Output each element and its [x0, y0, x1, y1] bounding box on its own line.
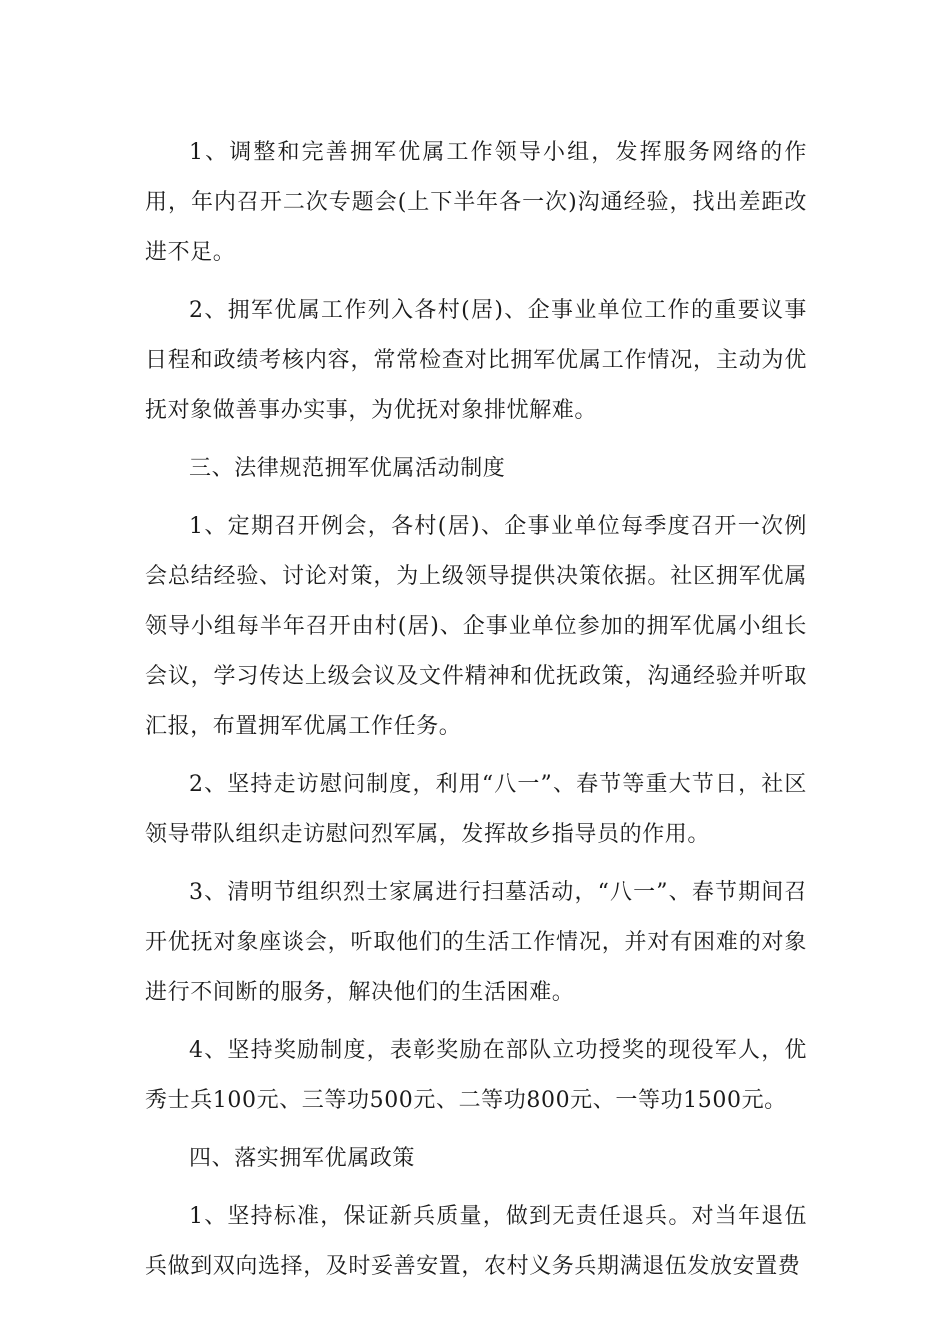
paragraph-3: 1、定期召开例会，各村(居)、企事业单位每季度召开一次例会总结经验、讨论对策，为上级领导提供决策依据。社区拥军优属领导小组每半年召开由村(居)、企事业单位参加的拥军优属小组长会议，学习传达上级会议及文件精神和优抚政策，沟通经验并听取汇报，布置拥军优属工作任务。 [145, 514, 807, 739]
paragraph-4: 2、坚持走访慰问制度，利用“八一”、春节等重大节日，社区领导带队组织走访慰问烈军属，发挥故乡指导员的作用。 [145, 772, 807, 847]
section-heading-3: 三、法律规范拥军优属活动制度 [189, 456, 506, 481]
paragraph-7: 1、坚持标准，保证新兵质量，做到无责任退兵。对当年退伍兵做到双向选择，及时妥善安置，农村义务兵期满退伍发放安置费 [145, 1204, 807, 1279]
paragraph-1: 1、调整和完善拥军优属工作领导小组，发挥服务网络的作用，年内召开二次专题会(上下半年各一次)沟通经验，找出差距改进不足。 [145, 140, 807, 265]
document-body [145, 128, 807, 1300]
section-heading-4: 四、落实拥军优属政策 [189, 1146, 416, 1171]
paragraph-6: 4、坚持奖励制度，表彰奖励在部队立功授奖的现役军人，优秀士兵100元、三等功500元、二等功800元、一等功1500元。 [145, 1038, 807, 1113]
paragraph-5: 3、清明节组织烈士家属进行扫墓活动，“八一”、春节期间召开优抚对象座谈会，听取他们的生活工作情况，并对有困难的对象进行不间断的服务，解决他们的生活困难。 [145, 880, 807, 1005]
paragraph-2: 2、拥军优属工作列入各村(居)、企事业单位工作的重要议事日程和政绩考核内容，常常检查对比拥军优属工作情况，主动为优抚对象做善事办实事，为优抚对象排忧解难。 [145, 298, 807, 423]
